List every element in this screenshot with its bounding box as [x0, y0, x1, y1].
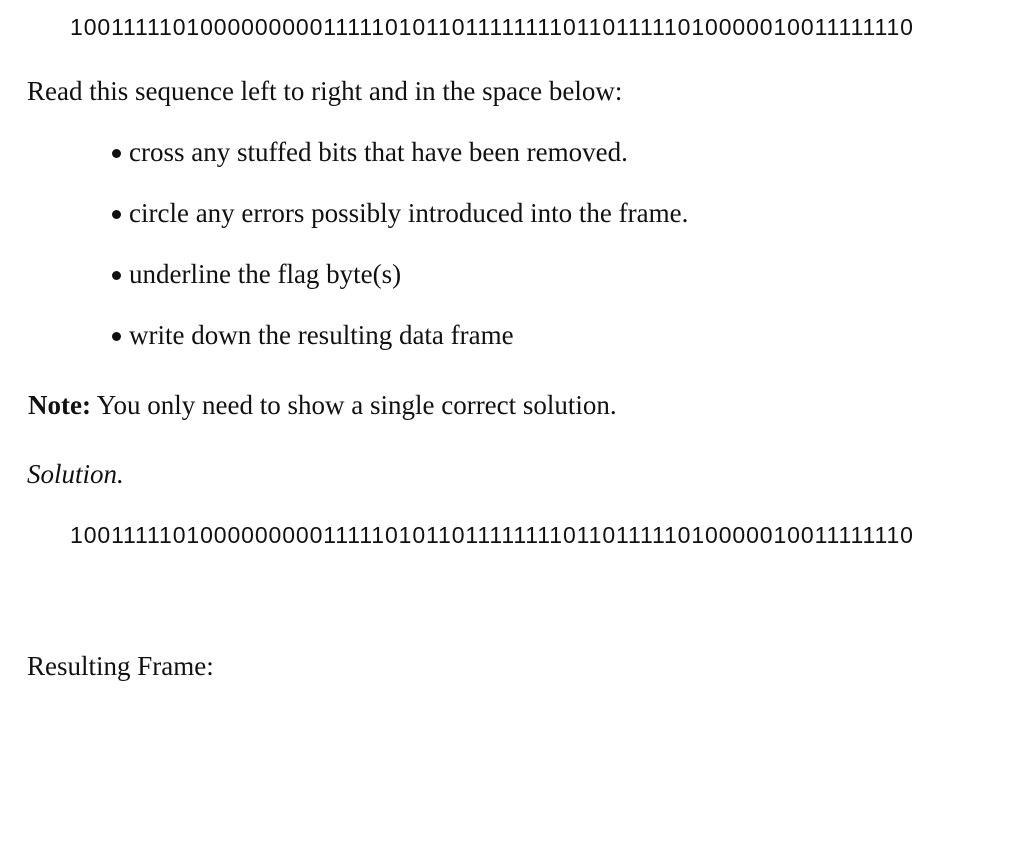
- list-item-text: underline the flag byte(s): [129, 259, 402, 289]
- list-item-text: cross any stuffed bits that have been removed.: [129, 137, 628, 167]
- bullet-icon: [112, 271, 121, 280]
- instruction-list: [112, 139, 688, 383]
- bullet-icon: [112, 332, 121, 341]
- bit-sequence: 10011111010000000001111101011011111111011011111010000010011111110: [70, 14, 914, 40]
- solution-bit-sequence: 10011111010000000001111101011011111111011011111010000010011111110: [70, 522, 914, 548]
- list-item-text: circle any errors possibly introduced into the frame.: [129, 198, 689, 228]
- list-item-text: write down the resulting data frame: [129, 320, 514, 350]
- solution-heading: Solution.: [27, 459, 124, 489]
- bullet-icon: [112, 149, 121, 158]
- list-item: [112, 261, 688, 322]
- note: [28, 392, 617, 419]
- instruction-text: Read this sequence left to right and in the space below:: [27, 76, 623, 106]
- list-item: [112, 322, 688, 383]
- note-label: Note:: [28, 390, 91, 420]
- bullet-icon: [112, 210, 121, 219]
- note-text: You only need to show a single correct solution.: [90, 390, 617, 420]
- list-item: [112, 200, 688, 261]
- resulting-frame-label: Resulting Frame:: [27, 651, 214, 681]
- list-item: [112, 139, 688, 200]
